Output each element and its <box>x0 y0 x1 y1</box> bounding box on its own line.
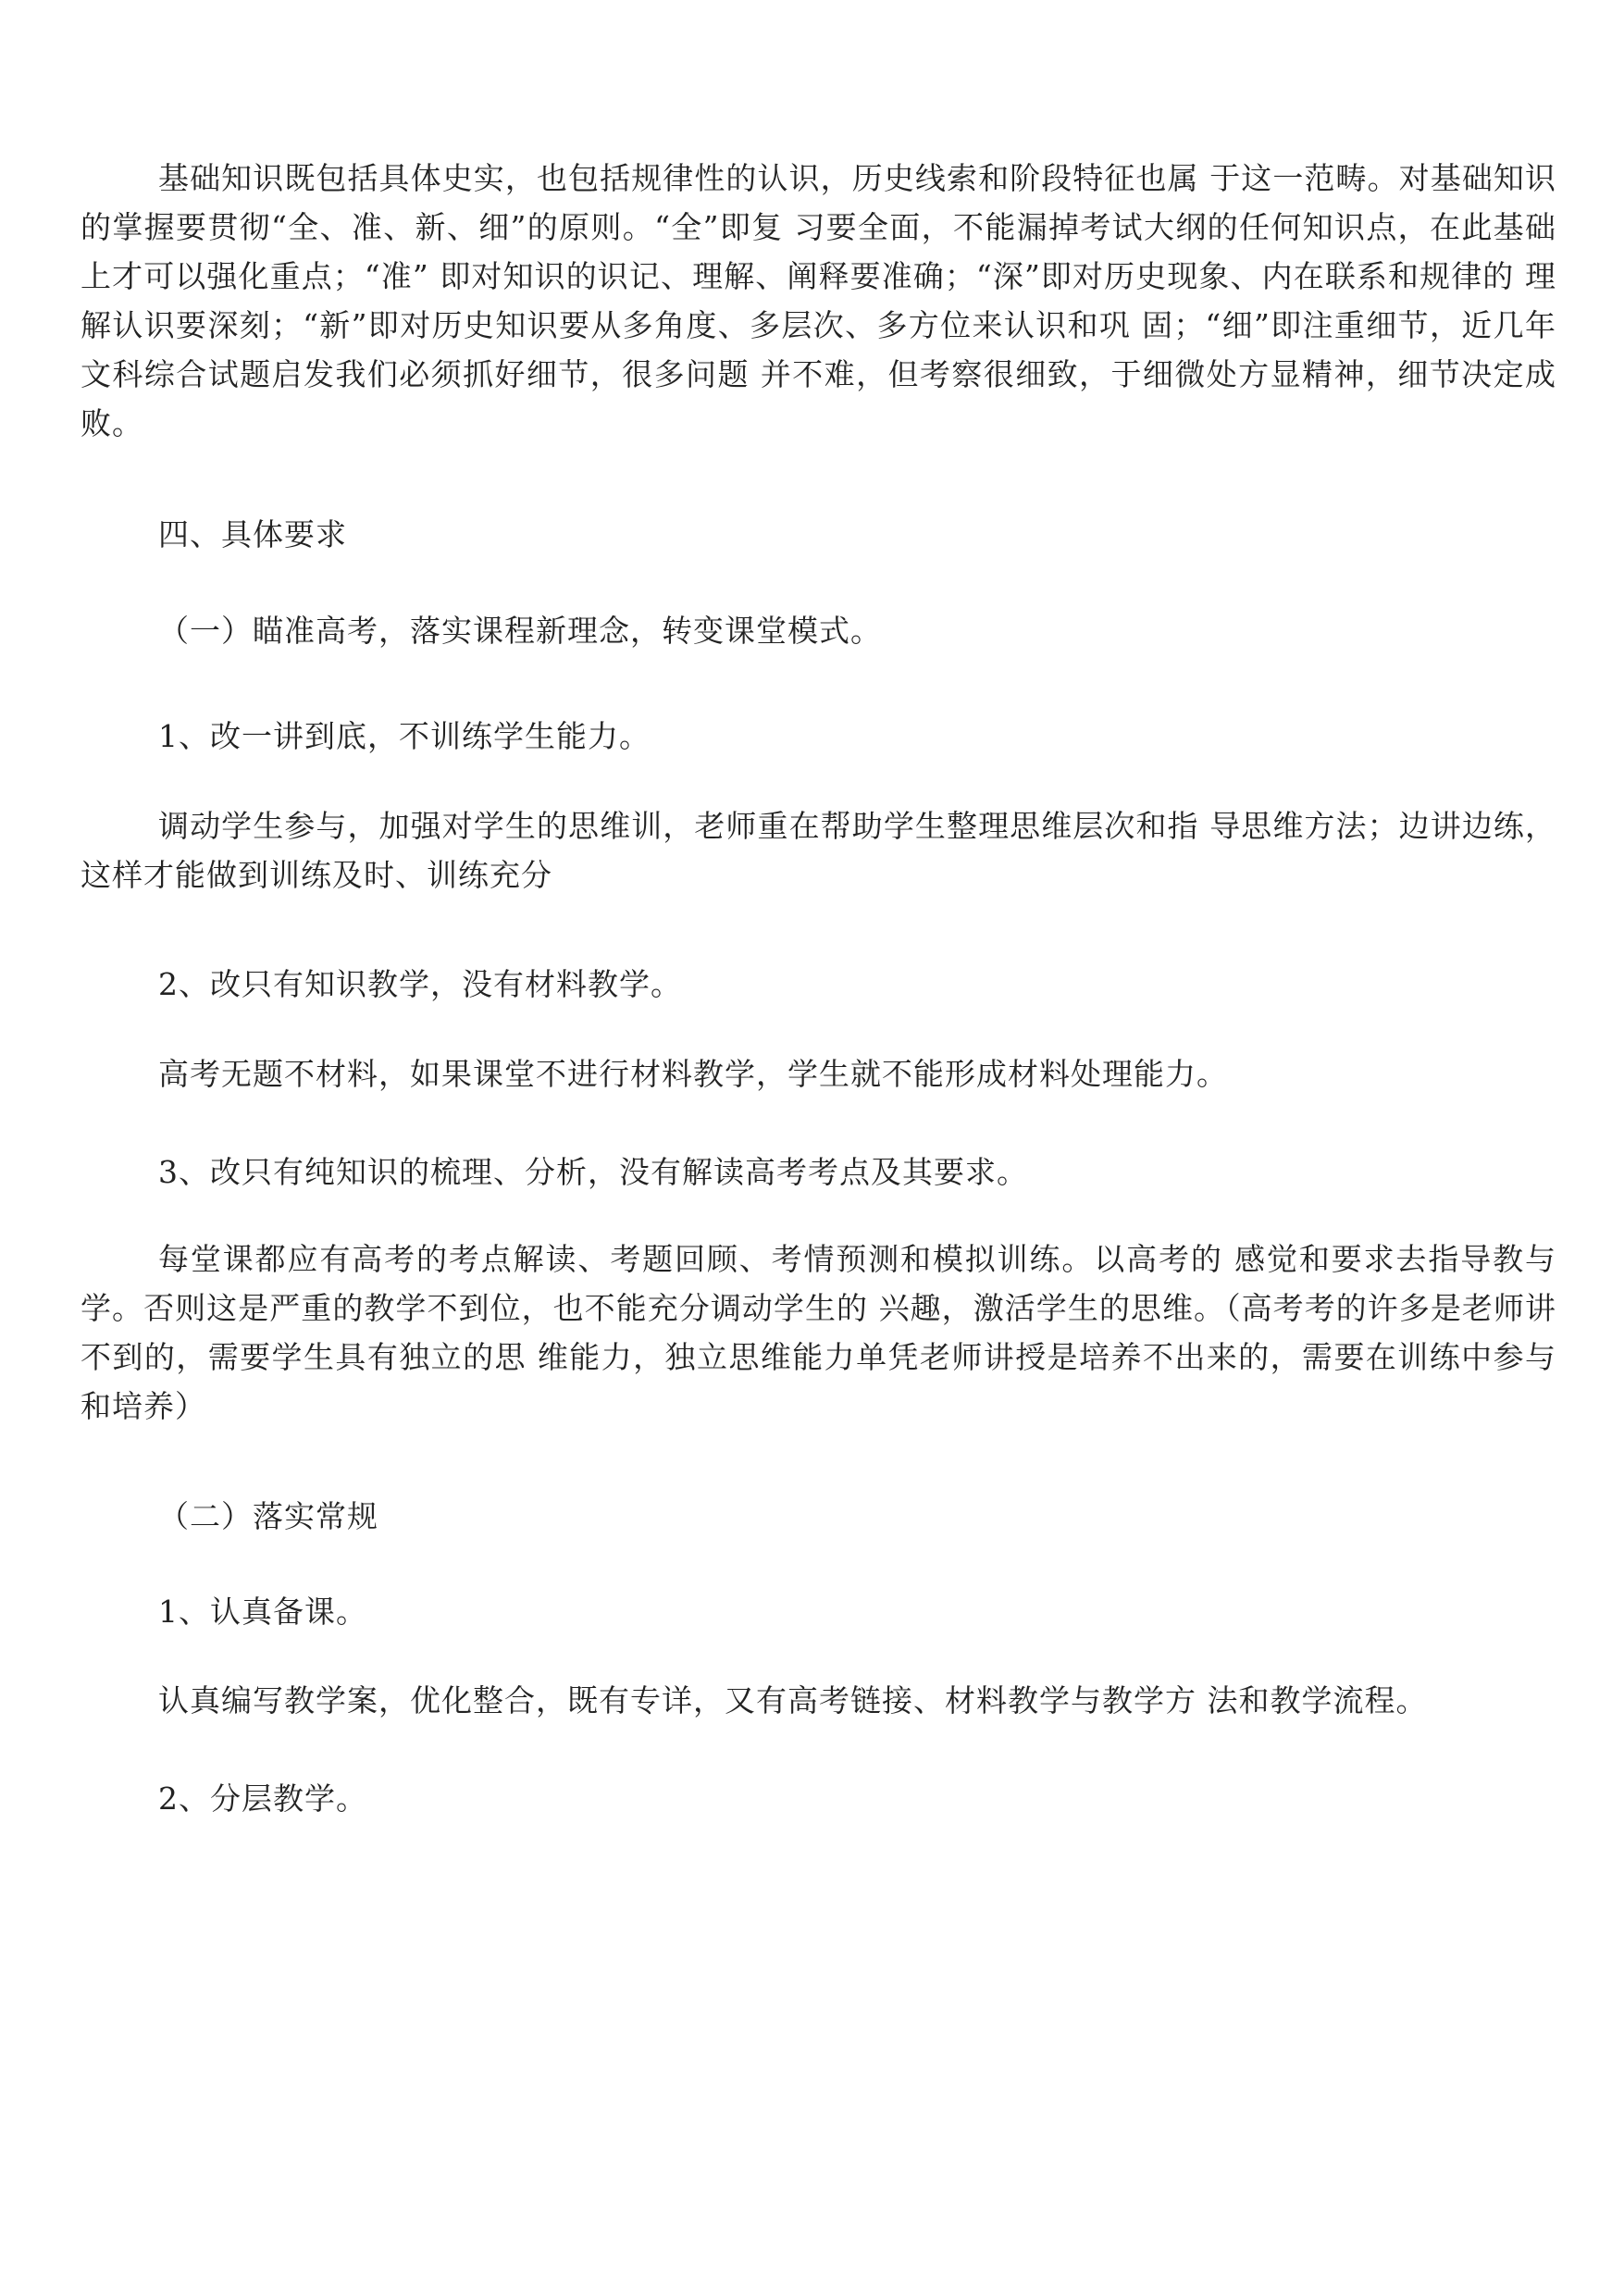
item-paragraph-2: 高考无题不材料，如果课堂不进行材料教学，学生就不能形成材料处理能力。 <box>158 1056 1228 1092</box>
section-heading-4: 四、具体要求 <box>158 516 347 552</box>
item-heading-1: 1、改一讲到底，不训练学生能力。 <box>158 718 651 754</box>
item-heading-3: 3、改只有纯知识的梳理、分析，没有解读高考考点及其要求。 <box>158 1154 1028 1190</box>
item-heading-2: 2、改只有知识教学，没有材料教学。 <box>158 966 682 1002</box>
subsection-heading-1: （一）瞄准高考，落实课程新理念，转变课堂模式。 <box>158 613 882 649</box>
intro-paragraph: 基础知识既包括具体史实，也包括规律性的认识，历史线索和阶段特征也属 于这一范畴。对基础知识的掌握要贯彻“全、准、新、细”的原则。“全”即复 习要全面，不能漏掉考试大纲的任何知识点，在此基础上才可以强化重点；“准” 即对知识的识记、理解、阐释要准确；“深”即对历史现象、内在联系和规律的 理解认识要深刻；“新”即对历史知识要从多角度、多层次、多方位来认识和巩 固；“细”即注重细节，近几年文科综合试题启发我们必须抓好细节，很多问题 并不难，但考察很细致，于细微处方显精神，细节决定成败。 <box>81 160 1556 441</box>
item-paragraph-1: 调动学生参与，加强对学生的思维训，老师重在帮助学生整理思维层次和指 导思维方法；边讲边练，这样才能做到训练及时、训练充分 <box>81 808 1556 893</box>
item-paragraph-4: 认真编写教学案，优化整合，既有专详，又有高考链接、材料教学与教学方 法和教学流程。 <box>158 1682 1428 1718</box>
item-heading-4: 1、认真备课。 <box>158 1594 367 1630</box>
item-paragraph-3: 每堂课都应有高考的考点解读、考题回顾、考情预测和模拟训练。以高考的 感觉和要求去指导教与学。否则这是严重的教学不到位，也不能充分调动学生的 兴趣，激活学生的思维。（高考考的许多是老师讲不到的，需要学生具有独立的思 维能力，独立思维能力单凭老师讲授是培养不出来的，需要在训练中参与和培养） <box>81 1241 1556 1424</box>
item-heading-5: 2、分层教学。 <box>158 1780 367 1817</box>
subsection-heading-2: （二）落实常规 <box>158 1498 378 1534</box>
